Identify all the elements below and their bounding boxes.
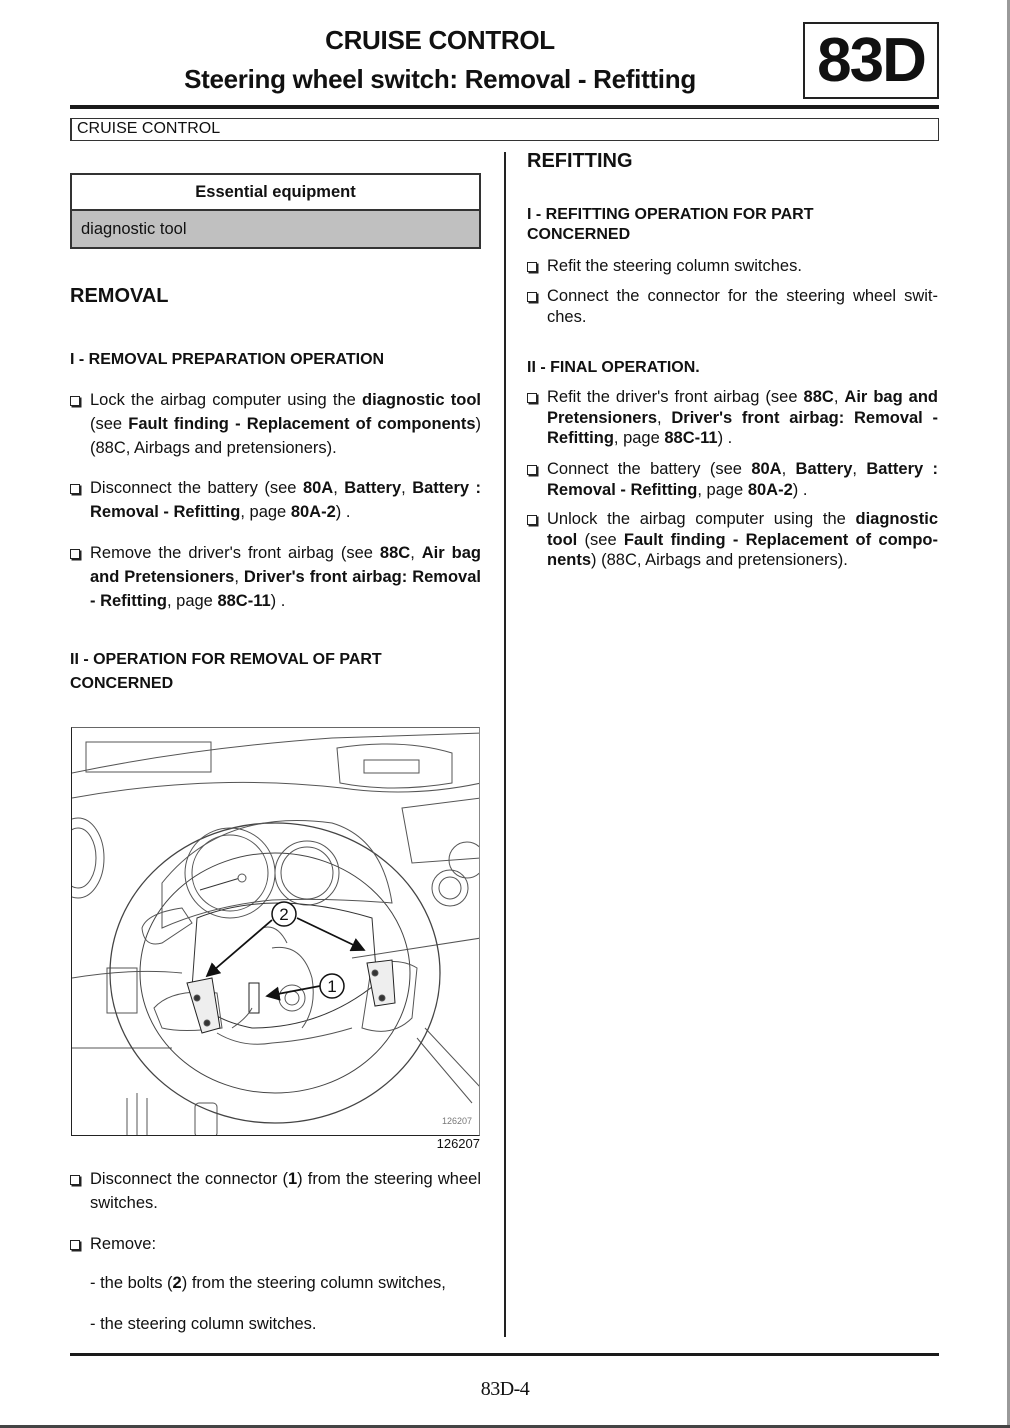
text-run: Disconnect the connector (	[90, 1170, 288, 1188]
bold-reference: 1	[287, 1170, 298, 1188]
text-run: ,	[657, 408, 672, 427]
footer-divider	[70, 1353, 939, 1356]
steering-wheel-illustration	[71, 727, 480, 1136]
text-run: Connect the battery (see	[547, 460, 752, 478]
illustration-drawing	[72, 728, 480, 1136]
page-number: 83D-4	[480, 1378, 530, 1400]
list-item-text	[70, 541, 481, 613]
bold-reference: 88C	[803, 388, 834, 406]
bold-reference: 80A-2	[747, 480, 793, 499]
checkbox-bullet-icon	[527, 262, 537, 272]
checkbox-bullet-icon	[527, 465, 537, 475]
page-title: CRUISE CONTROL	[325, 25, 555, 55]
text-run: Refit the driver's front airbag (see	[547, 388, 804, 406]
bold-reference: Battery	[344, 479, 402, 497]
text-run: Unlock the airbag computer using the	[547, 510, 856, 528]
bold-reference: Driver's front airbag: Removal - Refitting	[90, 568, 481, 610]
callout-arrow-bolt-right	[297, 918, 364, 950]
heading-line: CONCERNED	[70, 675, 174, 692]
left-vent	[72, 818, 104, 898]
text-run: Refit the steering column switches.	[547, 257, 802, 275]
bold-reference: Battery	[795, 460, 853, 478]
bold-reference: diagnostic tool	[362, 391, 481, 409]
bold-reference: Air bag and Pretensioners	[547, 388, 939, 427]
removal-section-2-heading	[70, 648, 382, 696]
sub-list-item-text	[90, 1315, 317, 1333]
list-item	[527, 509, 938, 571]
text-run: Remove the driver's front airbag (see	[90, 544, 380, 562]
text-run: - the steering column switches.	[90, 1315, 317, 1333]
text-run: (see	[90, 415, 129, 433]
list-item	[70, 541, 481, 613]
text-run: , page	[697, 480, 748, 499]
checkbox-bullet-icon	[527, 393, 537, 403]
list-item	[70, 1232, 481, 1256]
page-header	[80, 22, 800, 99]
text-run: ) from the steering column switches,	[181, 1274, 446, 1292]
heading-line: CONCERNED	[527, 226, 631, 243]
text-run: Lock the airbag computer using the	[90, 391, 363, 409]
list-item	[527, 256, 938, 277]
checkbox-bullet-icon	[70, 484, 80, 494]
sub-list-item-text	[90, 1274, 446, 1292]
text-run: ,	[833, 388, 845, 406]
callout-arrow-bolt-left	[207, 920, 272, 976]
bold-reference: 80A	[751, 460, 782, 478]
list-item-text	[527, 286, 938, 327]
checkbox-bullet-icon	[527, 515, 537, 525]
list-item-text	[70, 1232, 481, 1256]
display	[364, 760, 419, 773]
heading-line: I - REFITTING OPERATION FOR PART	[527, 206, 814, 223]
right-vent	[402, 798, 480, 863]
bold-reference: Driver's front airbag: Removal - Refitting	[547, 408, 938, 447]
list-item-text	[70, 476, 481, 524]
figure-caption: 126207	[436, 1136, 480, 1151]
list-item	[70, 1167, 481, 1215]
bold-reference: 88C-11	[664, 429, 718, 447]
refitting-heading: REFITTING	[527, 150, 633, 172]
text-run: ) .	[270, 592, 286, 610]
bold-reference: 88C-11	[217, 592, 271, 610]
text-run: ) .	[792, 480, 808, 499]
list-item	[70, 388, 481, 460]
list-item	[527, 459, 938, 500]
text-run: (see	[577, 530, 624, 549]
bold-reference: Battery : Removal - Refitting	[90, 479, 481, 521]
display-housing	[337, 744, 452, 788]
checkbox-bullet-icon	[70, 1240, 80, 1250]
text-run: - the bolts (	[90, 1274, 173, 1292]
bold-reference: diagnostic tool	[547, 510, 938, 549]
bold-reference: 88C	[379, 544, 411, 562]
callout-label-2	[272, 902, 296, 926]
text-run: ) .	[717, 429, 733, 447]
list-item	[70, 476, 481, 524]
page-subtitle: Steering wheel switch: Removal - Refitting	[184, 64, 696, 94]
text-run: Remove:	[90, 1235, 157, 1253]
wire	[217, 1028, 352, 1044]
text-run: ,	[333, 479, 345, 497]
checkbox-bullet-icon	[70, 1175, 80, 1185]
figure-inner-id: 126207	[442, 1116, 473, 1126]
header-divider	[70, 105, 939, 109]
checkbox-bullet-icon	[527, 292, 537, 302]
pedal	[127, 1093, 147, 1136]
list-item	[527, 286, 938, 327]
bold-reference: Air bag and Pretensioners	[90, 544, 482, 586]
text-run: , page	[613, 429, 665, 447]
heading-line: II - OPERATION FOR REMOVAL OF PART	[70, 651, 382, 668]
speedometer	[185, 828, 275, 918]
table-row: diagnostic tool	[72, 211, 479, 247]
text-run: ) (88C, Airbags and pretensioners).	[90, 415, 481, 457]
bold-reference: Fault finding - Replacement of components	[128, 415, 476, 433]
list-item-text	[527, 256, 938, 277]
callout-label-1	[320, 974, 344, 998]
text-run: , page	[166, 592, 218, 610]
bold-reference: 80A-2	[290, 503, 336, 521]
chapter-bar: CRUISE CONTROL	[70, 118, 939, 141]
tachometer	[275, 841, 339, 905]
list-item-text	[527, 459, 938, 500]
lower-dash	[72, 971, 182, 978]
connector	[249, 983, 259, 1013]
callout-arrow-connector	[267, 986, 320, 996]
callout-text: 2	[279, 905, 289, 924]
text-run: ) from the steering wheel switches.	[90, 1170, 481, 1212]
section-code-badge: 83D	[803, 22, 939, 99]
list-item-text	[527, 387, 938, 449]
checkbox-bullet-icon	[70, 396, 80, 406]
text-run: Connect the connector for the steering wheel swit-ches.	[547, 287, 938, 326]
removal-section-1-heading: I - REMOVAL PREPARATION OPERATION	[70, 351, 385, 368]
text-run: ,	[401, 479, 413, 497]
bold-reference: 2	[172, 1274, 182, 1292]
text-run: ,	[410, 544, 422, 562]
list-item-text	[527, 509, 938, 571]
right-lower-line	[417, 1028, 480, 1103]
list-item-text	[70, 1167, 481, 1215]
text-run: Disconnect the battery (see	[90, 479, 303, 497]
bold-reference: Battery : Removal - Refitting	[547, 460, 939, 499]
lower-column-cover	[195, 1103, 217, 1136]
refitting-section-2-heading: II - FINAL OPERATION.	[527, 359, 700, 376]
column-divider	[504, 152, 506, 1337]
text-run: ) .	[335, 503, 351, 521]
sub-list-item	[90, 1312, 481, 1336]
list-item-text	[70, 388, 481, 460]
text-run: ,	[781, 460, 796, 478]
dash-vent	[86, 742, 211, 772]
text-run: , page	[240, 503, 291, 521]
removal-heading: REMOVAL	[70, 285, 169, 307]
essential-equipment-table	[70, 173, 481, 249]
checkbox-bullet-icon	[70, 549, 80, 559]
left-switch-bracket	[187, 978, 220, 1033]
bold-reference: Fault finding - Replacement of compo-nents	[547, 530, 938, 569]
refitting-section-1-heading	[527, 205, 814, 245]
text-run: ,	[234, 568, 244, 586]
callout-text: 1	[327, 977, 337, 996]
list-item	[527, 387, 938, 449]
bold-reference: 80A	[302, 479, 334, 497]
dashboard-line	[72, 782, 480, 798]
sub-list-item	[90, 1271, 481, 1295]
table-header: Essential equipment	[72, 175, 479, 211]
text-run: ,	[852, 460, 867, 478]
text-run: ) (88C, Airbags and pretensioners).	[591, 551, 848, 569]
